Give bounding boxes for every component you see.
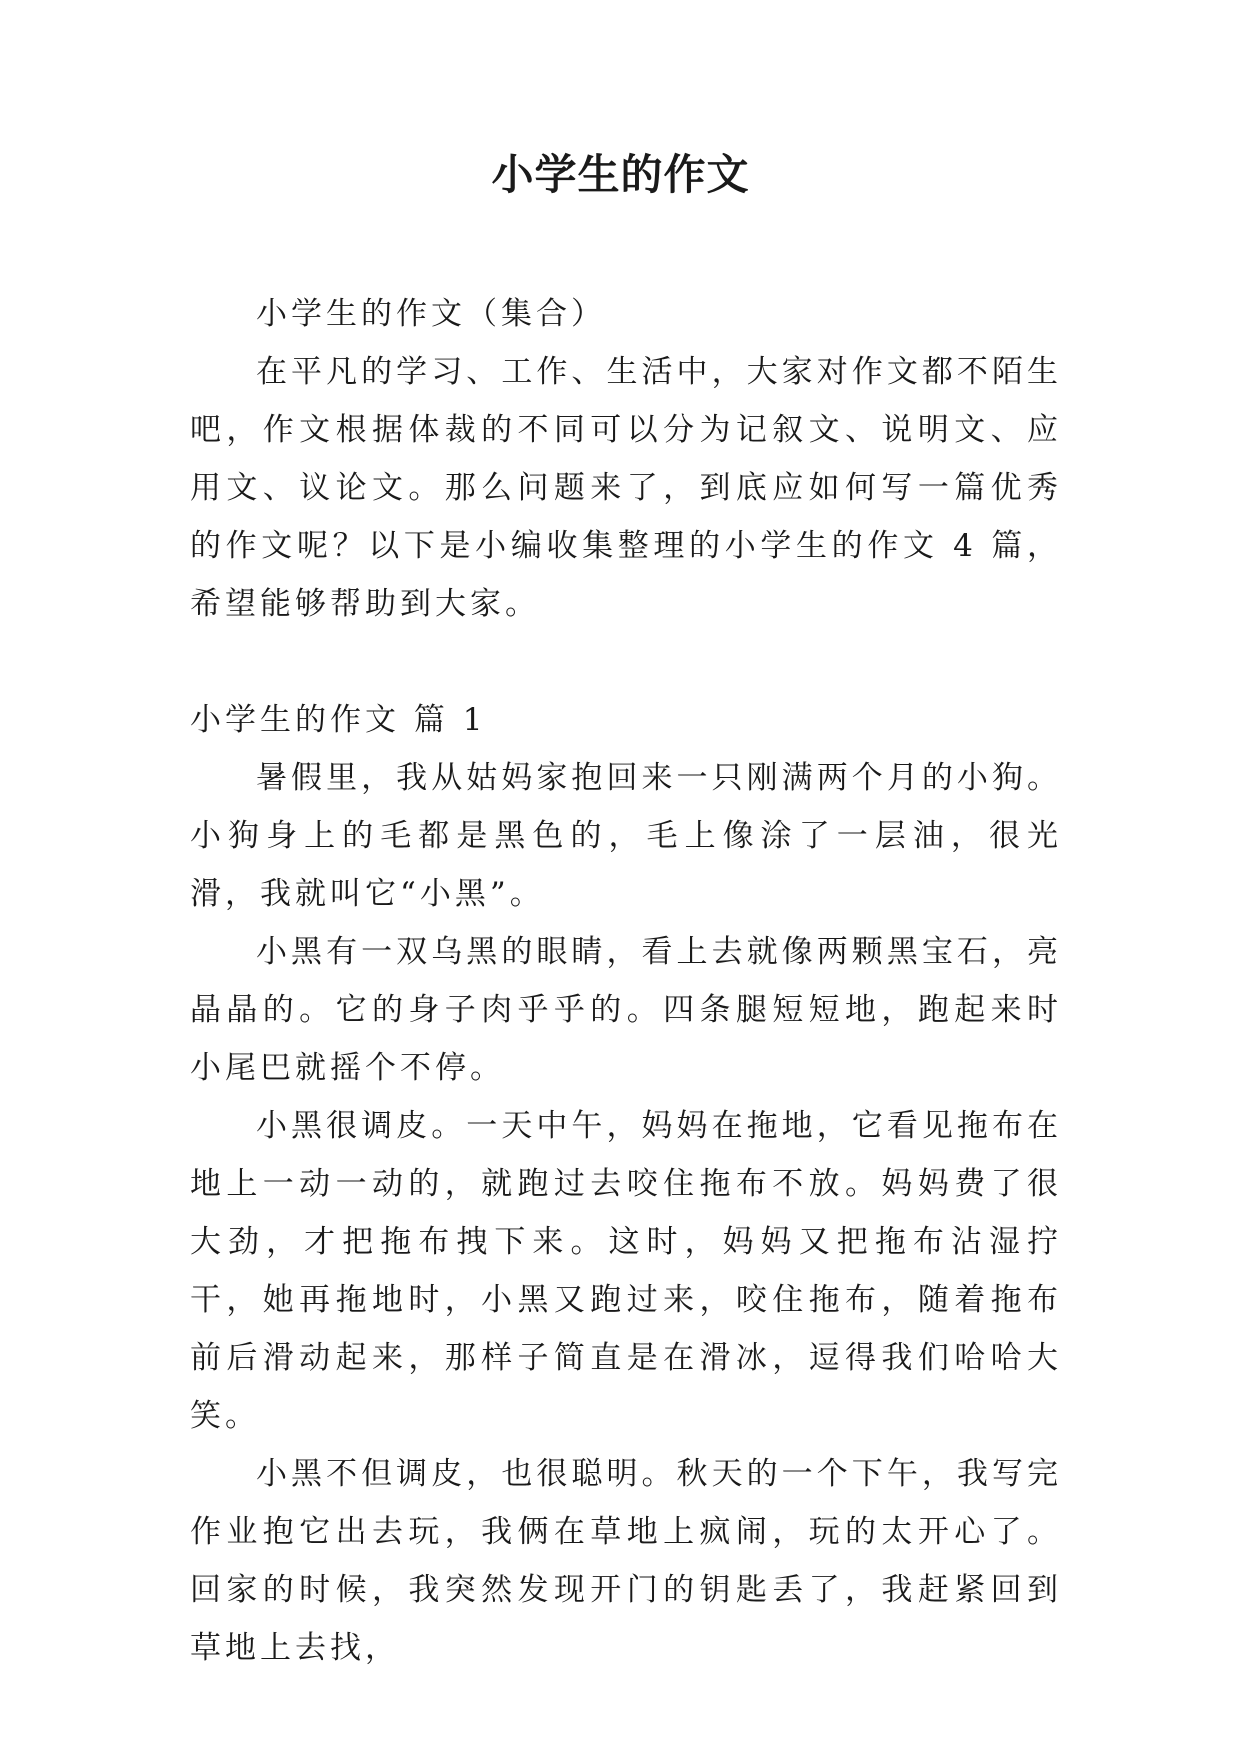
section-paragraph: 小黑很调皮。一天中午，妈妈在拖地，它看见拖布在地上一动一动的，就跑过去咬住拖布不放。妈妈费了很大劲，才把拖布拽下来。这时，妈妈又把拖布沾湿拧干，她再拖地时，小黑又跑过来，咬住拖布，随着拖布前后滑动起来，那样子简直是在滑冰，逗得我们哈哈大笑。 bbox=[190, 1108, 1062, 1434]
document-body bbox=[190, 285, 1062, 1677]
document-title: 小学生的作文 bbox=[491, 150, 750, 199]
section-paragraph: 小黑有一双乌黑的眼睛，看上去就像两颗黑宝石，亮晶晶的。它的身子肉乎乎的。四条腿短短地，跑起来时小尾巴就摇个不停。 bbox=[190, 934, 1062, 1086]
document-subtitle: 小学生的作文（集合） bbox=[256, 296, 606, 332]
section-paragraph: 小黑不但调皮，也很聪明。秋天的一个下午，我写完作业抱它出去玩，我俩在草地上疯闹，玩的太开心了。回家的时候，我突然发现开门的钥匙丢了，我赶紧回到草地上去找， bbox=[190, 1456, 1062, 1666]
section-paragraph: 暑假里，我从姑妈家抱回来一只刚满两个月的小狗。小狗身上的毛都是黑色的，毛上像涂了一层油，很光滑，我就叫它“小黑”。 bbox=[190, 760, 1062, 912]
intro-paragraph: 在平凡的学习、工作、生活中，大家对作文都不陌生吧，作文根据体裁的不同可以分为记叙文、说明文、应用文、议论文。那么问题来了，到底应如何写一篇优秀的作文呢？以下是小编收集整理的小学生的作文 4 篇，希望能够帮助到大家。 bbox=[190, 354, 1062, 622]
section-heading: 小学生的作文 篇 1 bbox=[190, 702, 487, 738]
section-spacer bbox=[190, 633, 1062, 691]
